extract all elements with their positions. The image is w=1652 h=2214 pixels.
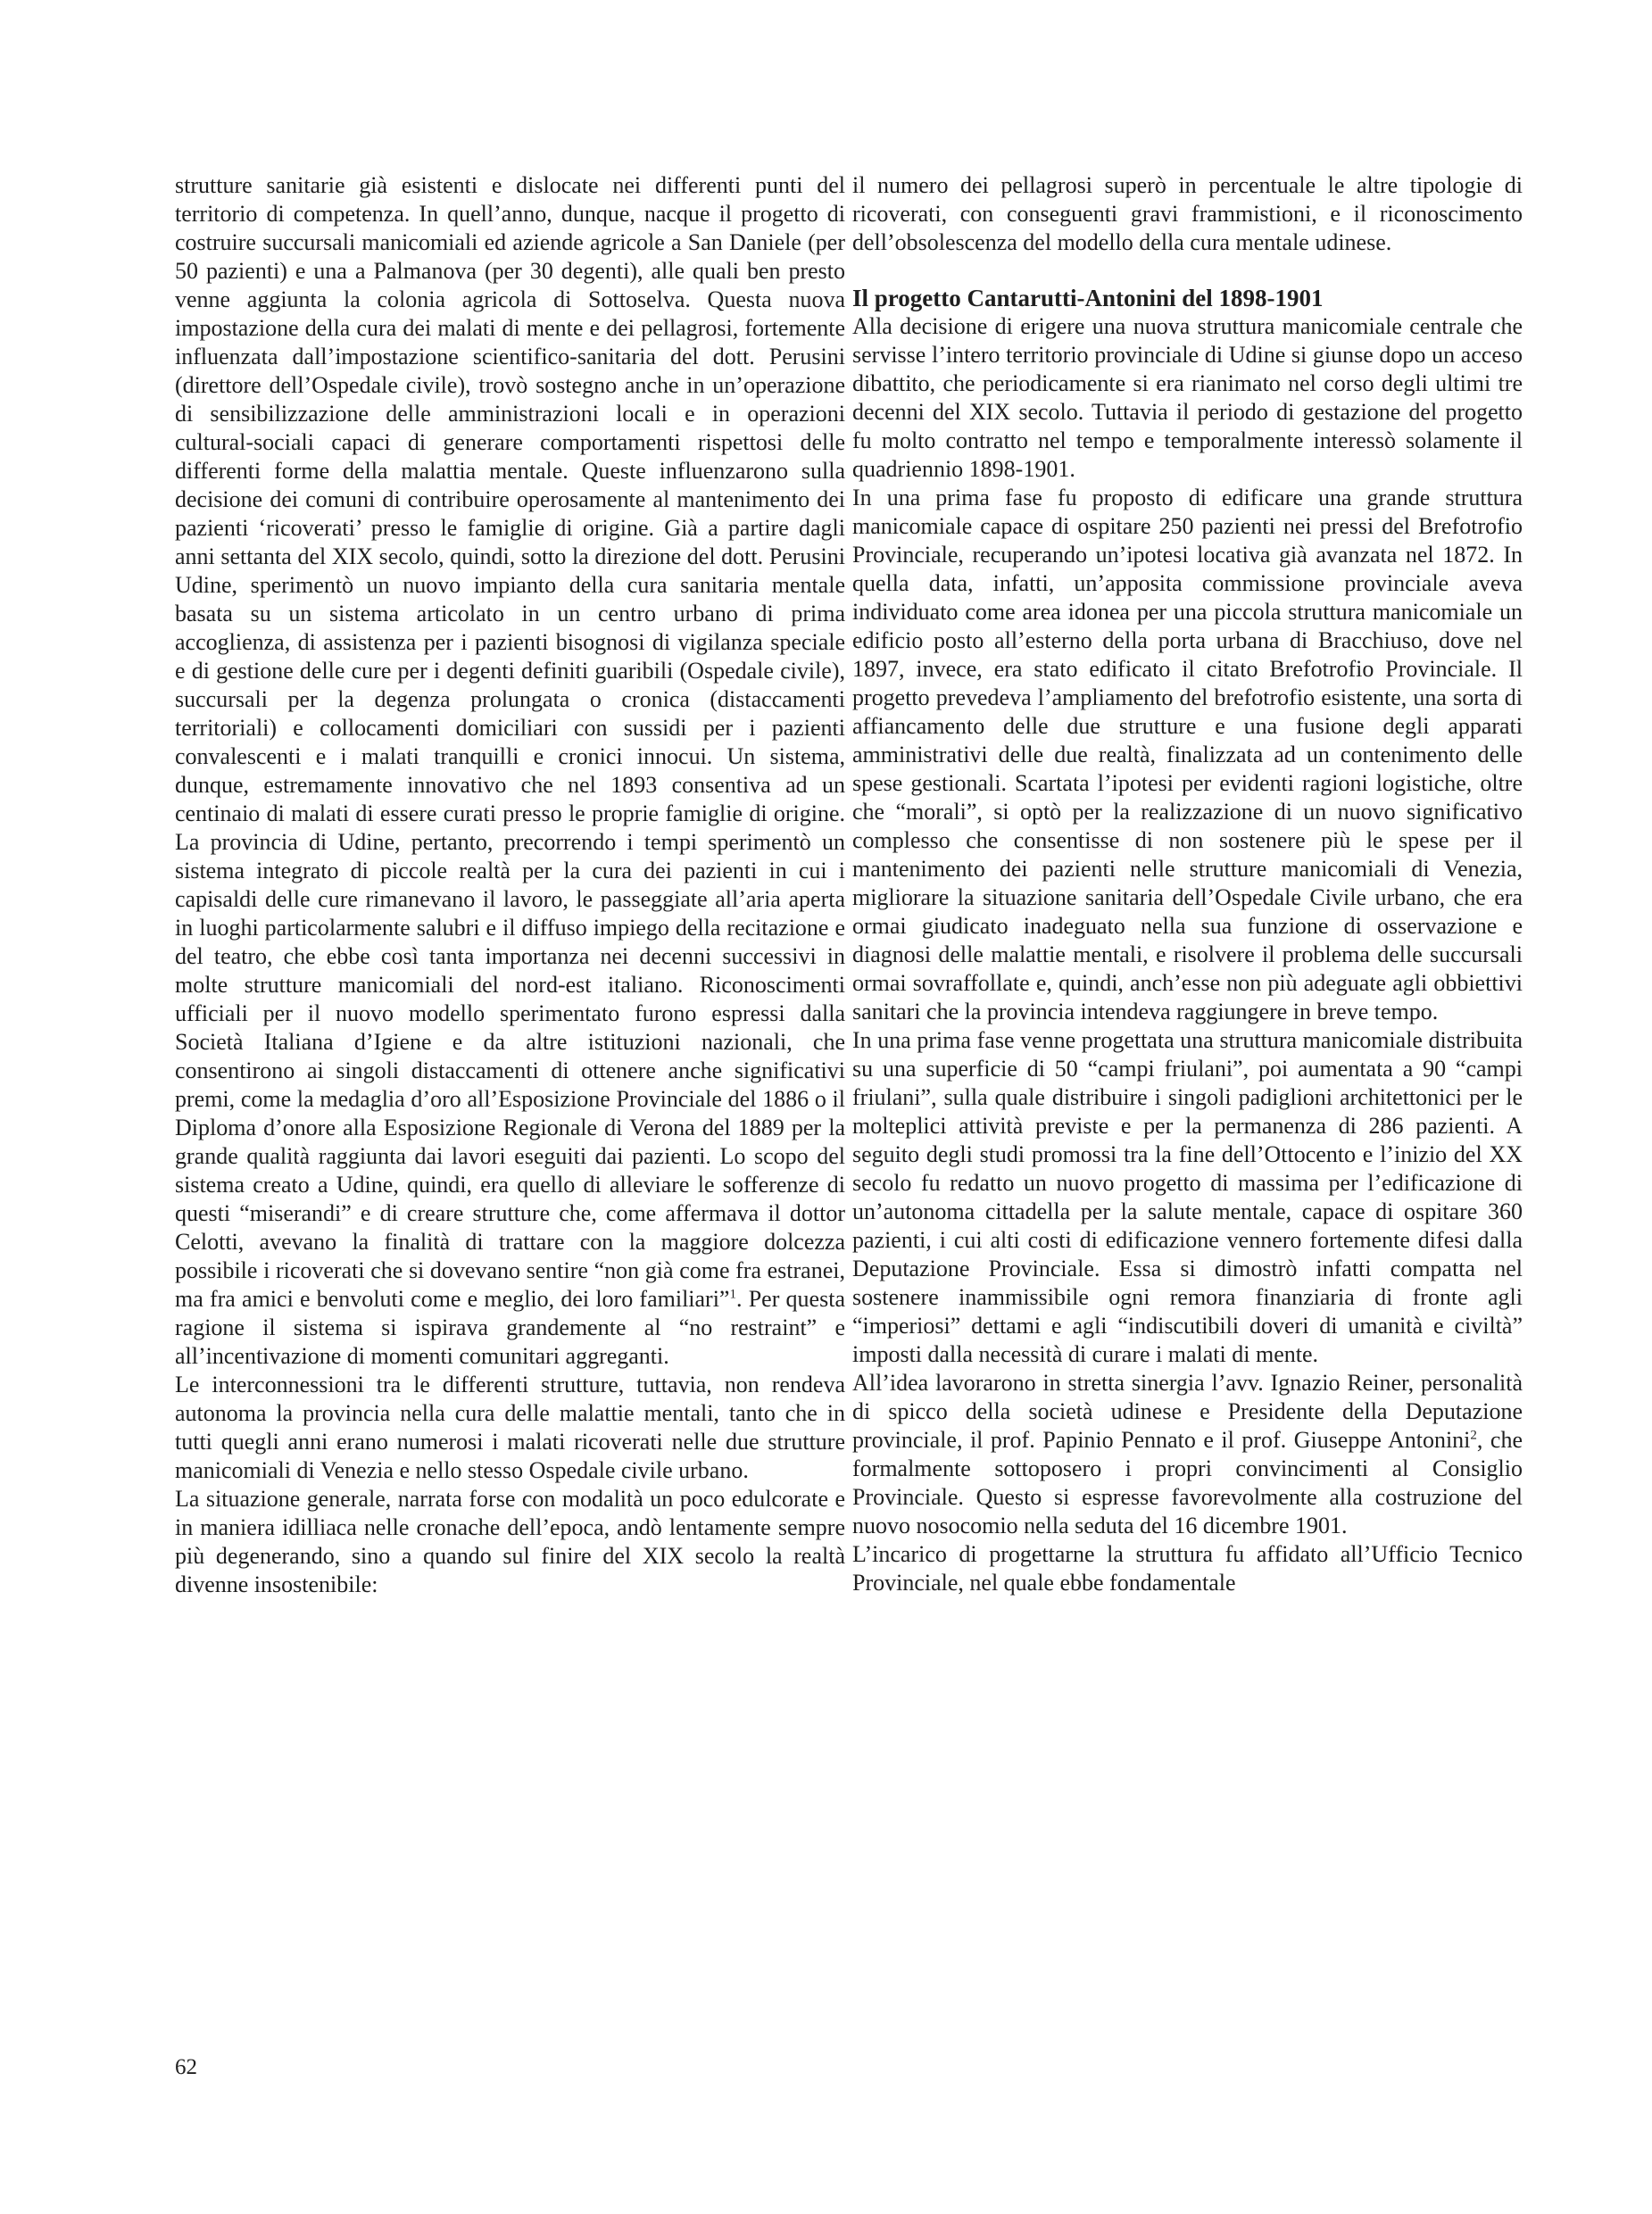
paragraph-text: strutture sanitarie già esistenti e dislocate nei differenti punti del territorio di competenza. In quell’anno, dunque, nacque il progetto di costruire succursali manicomiali ed aziende agricole a San Daniele (per 50 pazienti) e una a Palmanova (per 30 degenti), alle quali ben presto venne aggiunta la colonia agricola di Sottoselva. Questa nuova impostazione della cura dei malati di mente e dei pellagrosi, fortemente influenzata dall’impostazione scientifico-sanitaria del dott. Perusini (direttore dell’Ospedale civile), trovò sostegno anche in un’operazione di sensibilizzazione delle amministrazioni locali e in operazioni cultural-sociali capaci di generare comportamenti rispettosi delle differenti forme della malattia mentale. Queste influenzarono sulla decisione dei comuni di contribuire operosamente al mantenimento dei pazienti ‘ricoverati’ presso le famiglie di origine. Già a partire dagli anni settanta del XIX secolo, quindi, sotto la direzione del dott. Perusini Udine, sperimentò un nuovo impianto della cura sanitaria mentale basata su un sistema articolato in un centro urbano di prima accoglienza, di assistenza per i pazienti bisognosi di vigilanza speciale e di gestione delle cure per i degenti definiti guaribili (Ospedale civile), succursali per la degenza prolungata o cronica (distaccamenti territoriali) e collocamenti domiciliari con sussidi per i pazienti convalescenti e i malati tranquilli e cronici innocui. Un sistema, dunque, estremamente innovativo che nel 1893 consentiva ad un centinaio di malati di essere curati presso le proprie famiglie di origine. La provincia di Udine, pertanto, precorrendo i tempi sperimentò un sistema integrato di piccole realtà per la cura dei pazienti in cui i capisaldi delle cure rimanevano il lavoro, le passeggiate all’aria aperta in luoghi particolarmente salubri e il diffuso impiego della recitazione e del teatro, che ebbe così tanta importanza nei decenni successivi in molte strutture manicomiali del nord-est italiano. Riconoscimenti ufficiali per il nuovo modello sperimentato furono espressi dalla Società Italiana d’Igiene e da altre istituzioni nazionali, che consentirono ai singoli distaccamenti di ottenere anche significativi premi, come la medaglia d’oro all’Esposizione Provinciale del 1886 o il Diploma d’onore alla Esposizione Regionale di Verona del 1889 per la grande qualità raggiunta dai lavori eseguiti dai pazienti. Lo scopo del sistema creato a Udine, quindi, era quello di alleviare le sofferenze di questi “miserandi” e di creare strutture che, come affermava il dottor Celotti, avevano la finalità di trattare con la maggiore dolcezza possibile i ricoverati che si dovevano sentire “non già come fra estranei, ma fra amici e benvoluti come e meglio, dei loro familiari”: [175, 172, 845, 1312]
page-number: 62: [175, 2055, 197, 2079]
body-paragraph: [852, 1369, 1523, 1540]
paragraph-text: . Per questa ragione il sistema si ispirava grandemente al “no restraint” e all’incentivazione di momenti comunitari aggreganti.: [175, 1286, 845, 1369]
paragraph-text: All’idea lavorarono in stretta sinergia l’avv. Ignazio Reiner, personalità di spicco della società udinese e Presidente della Deputazione provinciale, il prof. Papinio Pennato e il prof. Giuseppe Antonini: [852, 1370, 1523, 1453]
body-paragraph: In una prima fase fu proposto di edificare una grande struttura manicomiale capace di ospitare 250 pazienti nei pressi del Brefotrofio Provinciale, recuperando un’ipotesi locativa già avanzata nel 1872. In quella data, infatti, un’apposita commissione provinciale aveva individuato come area idonea per una piccola struttura manicomiale un edificio posto all’esterno della porta urbana di Bracchiuso, dove nel 1897, invece, era stato edificato il citato Brefotrofio Provinciale. Il progetto prevedeva l’ampliamento del brefotrofio esistente, una sorta di affiancamento delle due strutture e una fusione degli apparati amministrativi delle due realtà, finalizzata ad un contenimento delle spese gestionali. Scartata l’ipotesi per evidenti ragioni logistiche, oltre che “morali”, si optò per la realizzazione di un nuovo significativo complesso che consentisse di non sostenere più le spese per il mantenimento dei pazienti nelle strutture manicomiali di Venezia, migliorare la situazione sanitaria dell’Ospedale Civile urbano, che era ormai giudicato inadeguato nella sua funzione di osservazione e diagnosi delle malattie mentali, e risolvere il problema delle succursali ormai sovraffollate e, quindi, anch’esse non più adeguate agli obbiettivi sanitari che la provincia intendeva raggiungere in breve tempo.: [852, 485, 1523, 1024]
body-paragraph: [175, 171, 845, 1371]
footnote-reference[interactable]: 2: [1470, 1428, 1477, 1443]
left-text-column: [175, 171, 845, 2027]
body-paragraph: Alla decisione di erigere una nuova struttura manicomiale centrale che servisse l’intero territorio provinciale di Udine si giunse dopo un acceso dibattito, che periodicamente si era rianimato nel corso degli ultimi tre decenni del XIX secolo. Tuttavia il periodo di gestazione del progetto fu molto contratto nel tempo e temporalmente interessò solamente il quadriennio 1898-1901.: [852, 313, 1523, 482]
section-heading: Il progetto Cantarutti-Antonini del 1898-1901: [852, 285, 1324, 311]
right-text-column: [852, 171, 1523, 2027]
body-paragraph: Le interconnessioni tra le differenti strutture, tuttavia, non rendeva autonoma la provincia nella cura delle malattie mentali, tanto che in tutti quegli anni erano numerosi i malati ricoverati nelle due strutture manicomiali di Venezia e nello stesso Ospedale civile urbano.: [175, 1372, 845, 1483]
body-paragraph: il numero dei pellagrosi superò in percentuale le altre tipologie di ricoverati, con conseguenti gravi frammistioni, e il riconoscimento dell’obsolescenza del modello della cura mentale udinese.: [852, 172, 1523, 255]
paragraph-text: , che formalmente sottoposero i propri convincimenti al Consiglio Provinciale. Questo si espresse favorevolmente alla costruzione del nuovo nosocomio nella seduta del 16 dicembre 1901.: [852, 1427, 1523, 1538]
body-paragraph: L’incarico di progettarne la struttura fu affidato all’Ufficio Tecnico Provinciale, nel quale ebbe fondamentale: [852, 1541, 1523, 1596]
footnote-reference[interactable]: 1: [729, 1287, 736, 1302]
body-paragraph: In una prima fase venne progettata una struttura manicomiale distribuita su una superficie di 50 “campi friulani”, poi aumentata a 90 “campi friulani”, sulla quale distribuire i singoli padiglioni architettonici per le molteplici attività previste e per la permanenza di 286 pazienti. A seguito degli studi promossi tra la fine dell’Ottocento e l’inizio del XX secolo fu redatto un nuovo progetto di massima per l’edificazione di un’autonoma cittadella per la salute mentale, capace di ospitare 360 pazienti, i cui alti costi di edificazione vennero fortemente difesi dalla Deputazione Provinciale. Essa si dimostrò infatti compatta nel sostenere inammissibile ogni remora finanziaria di fronte agli “imperiosi” dettami e agli “indiscutibili doveri di umanità e civiltà” imposti dalla necessità di curare i malati di mente.: [852, 1027, 1523, 1367]
body-paragraph: La situazione generale, narrata forse con modalità un poco edulcorate e in maniera idilliaca nelle cronache dell’epoca, andò lentamente sempre più degenerando, sino a quando sul finire del XIX secolo la realtà divenne insostenibile:: [175, 1486, 845, 1597]
